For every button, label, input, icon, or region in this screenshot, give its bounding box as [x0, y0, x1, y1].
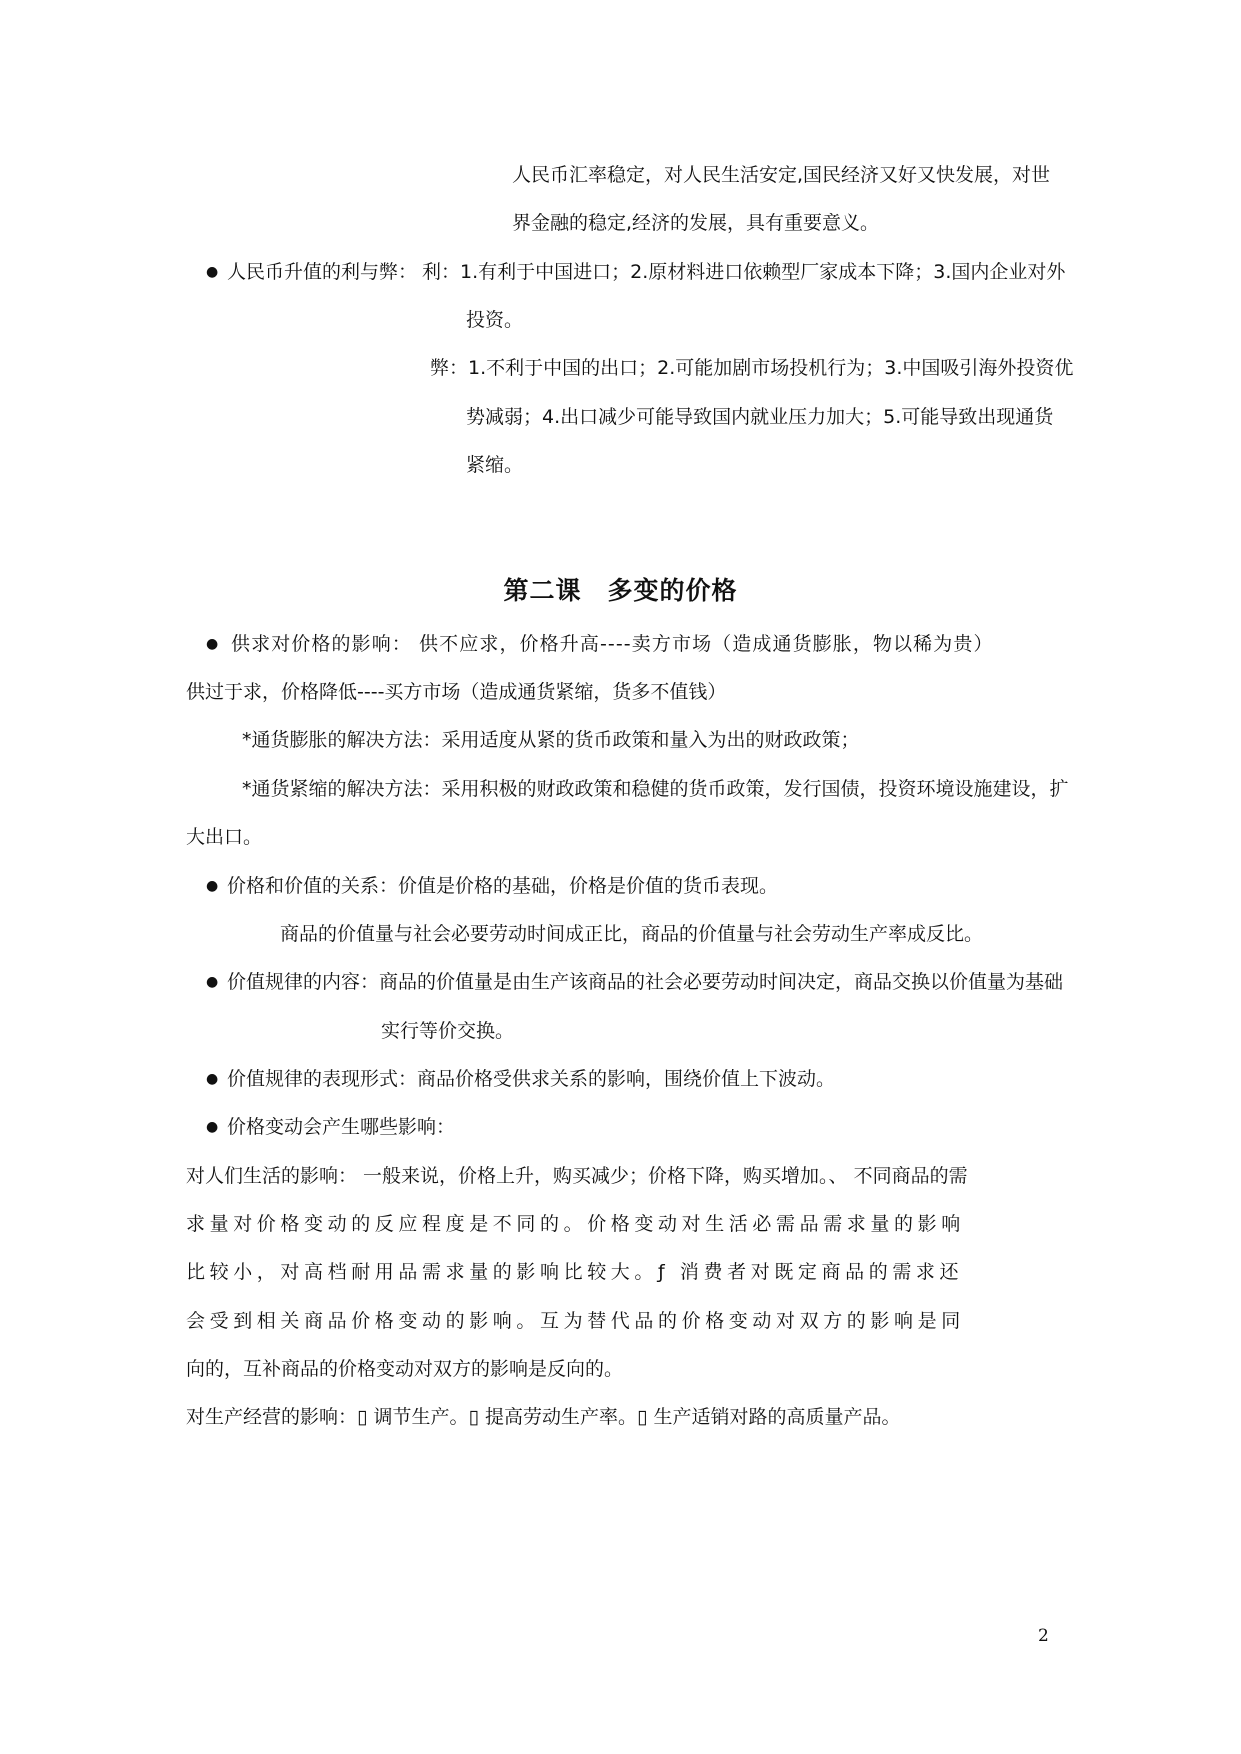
bullet-icon: ● [206, 1119, 219, 1135]
production-effect: 对生产经营的影响：▯ 调节生产。▯ 提高劳动生产率。▯ 生产适销对路的高质量产品。 [186, 1406, 901, 1428]
value-law-line-2: 实行等价交换。 [381, 1020, 515, 1042]
value-law-line-1: 价值规律的内容：商品的价值量是由生产该商品的社会必要劳动时间决定，商品交换以价值量为基础 [227, 971, 1064, 993]
bullet-icon: ● [206, 1071, 219, 1087]
price-value-line-2: 商品的价值量与社会必要劳动时间成正比，商品的价值量与社会劳动生产率成反比。 [280, 923, 984, 945]
life-effect-line-1: 对人们生活的影响： 一般来说，价格上升，购买减少；价格下降，购买增加。、 不同商品的需 [186, 1165, 968, 1187]
life-effect-line-2: 求量对价格变动的反应程度是不同的。价格变动对生活必需品需求量的影响 [186, 1213, 965, 1235]
life-effect-line-3: 比较小，对高档耐用品需求量的影响比较大。ƒ 消费者对既定商品的需求还 [186, 1261, 964, 1283]
exchange-rate-cont-line-1: 人民币汇率稳定，对人民生活安定,国民经济又好又快发展，对世 [512, 164, 1051, 186]
pros-line-1: 利：1.有利于中国进口；2.原材料进口依赖型厂家成本下降；3.国内企业对外 [422, 261, 1066, 283]
page-number: 2 [1038, 1626, 1049, 1646]
deflation-solution-line-1: *通货紧缩的解决方法：采用积极的财政政策和稳健的货币政策，发行国债，投资环境设施建设，扩 [242, 778, 1069, 800]
cons-line-2: 势减弱；4.出口减少可能导致国内就业压力加大；5.可能导致出现通货 [466, 406, 1054, 428]
supply-demand-line-1: 供求对价格的影响： 供不应求，价格升高----卖方市场（造成通货膨胀，物以稀为贵） [231, 633, 994, 655]
bullet-icon: ● [206, 636, 219, 652]
cons-line-3: 紧缩。 [466, 454, 524, 476]
cons-line-1: 弊：1.不利于中国的出口；2.可能加剧市场投机行为；3.中国吸引海外投资优 [430, 357, 1074, 379]
rmb-appreciation-label: 人民币升值的利与弊： [227, 261, 418, 283]
pros-line-2: 投资。 [466, 309, 524, 331]
supply-demand-line-2: 供过于求，价格降低----买方市场（造成通货紧缩，货多不值钱） [186, 681, 727, 703]
bullet-icon: ● [206, 878, 219, 894]
exchange-rate-cont-line-2: 界金融的稳定,经济的发展，具有重要意义。 [512, 212, 880, 234]
value-law-form: 价值规律的表现形式：商品价格受供求关系的影响，围绕价值上下波动。 [227, 1068, 836, 1090]
price-value-line-1: 价格和价值的关系：价值是价格的基础，价格是价值的货币表现。 [227, 875, 779, 897]
inflation-solution: *通货膨胀的解决方法：采用适度从紧的货币政策和量入为出的财政政策； [242, 729, 860, 751]
life-effect-line-4: 会受到相关商品价格变动的影响。互为替代品的价格变动对双方的影响是同 [186, 1310, 965, 1332]
price-change-heading: 价格变动会产生哪些影响： [227, 1116, 456, 1138]
lesson-title: 第二课 多变的价格 [503, 576, 738, 605]
life-effect-line-5: 向的，互补商品的价格变动对双方的影响是反向的。 [186, 1358, 624, 1380]
bullet-icon: ● [206, 974, 219, 990]
bullet-icon: ● [206, 264, 219, 280]
deflation-solution-line-2: 大出口。 [186, 826, 263, 848]
